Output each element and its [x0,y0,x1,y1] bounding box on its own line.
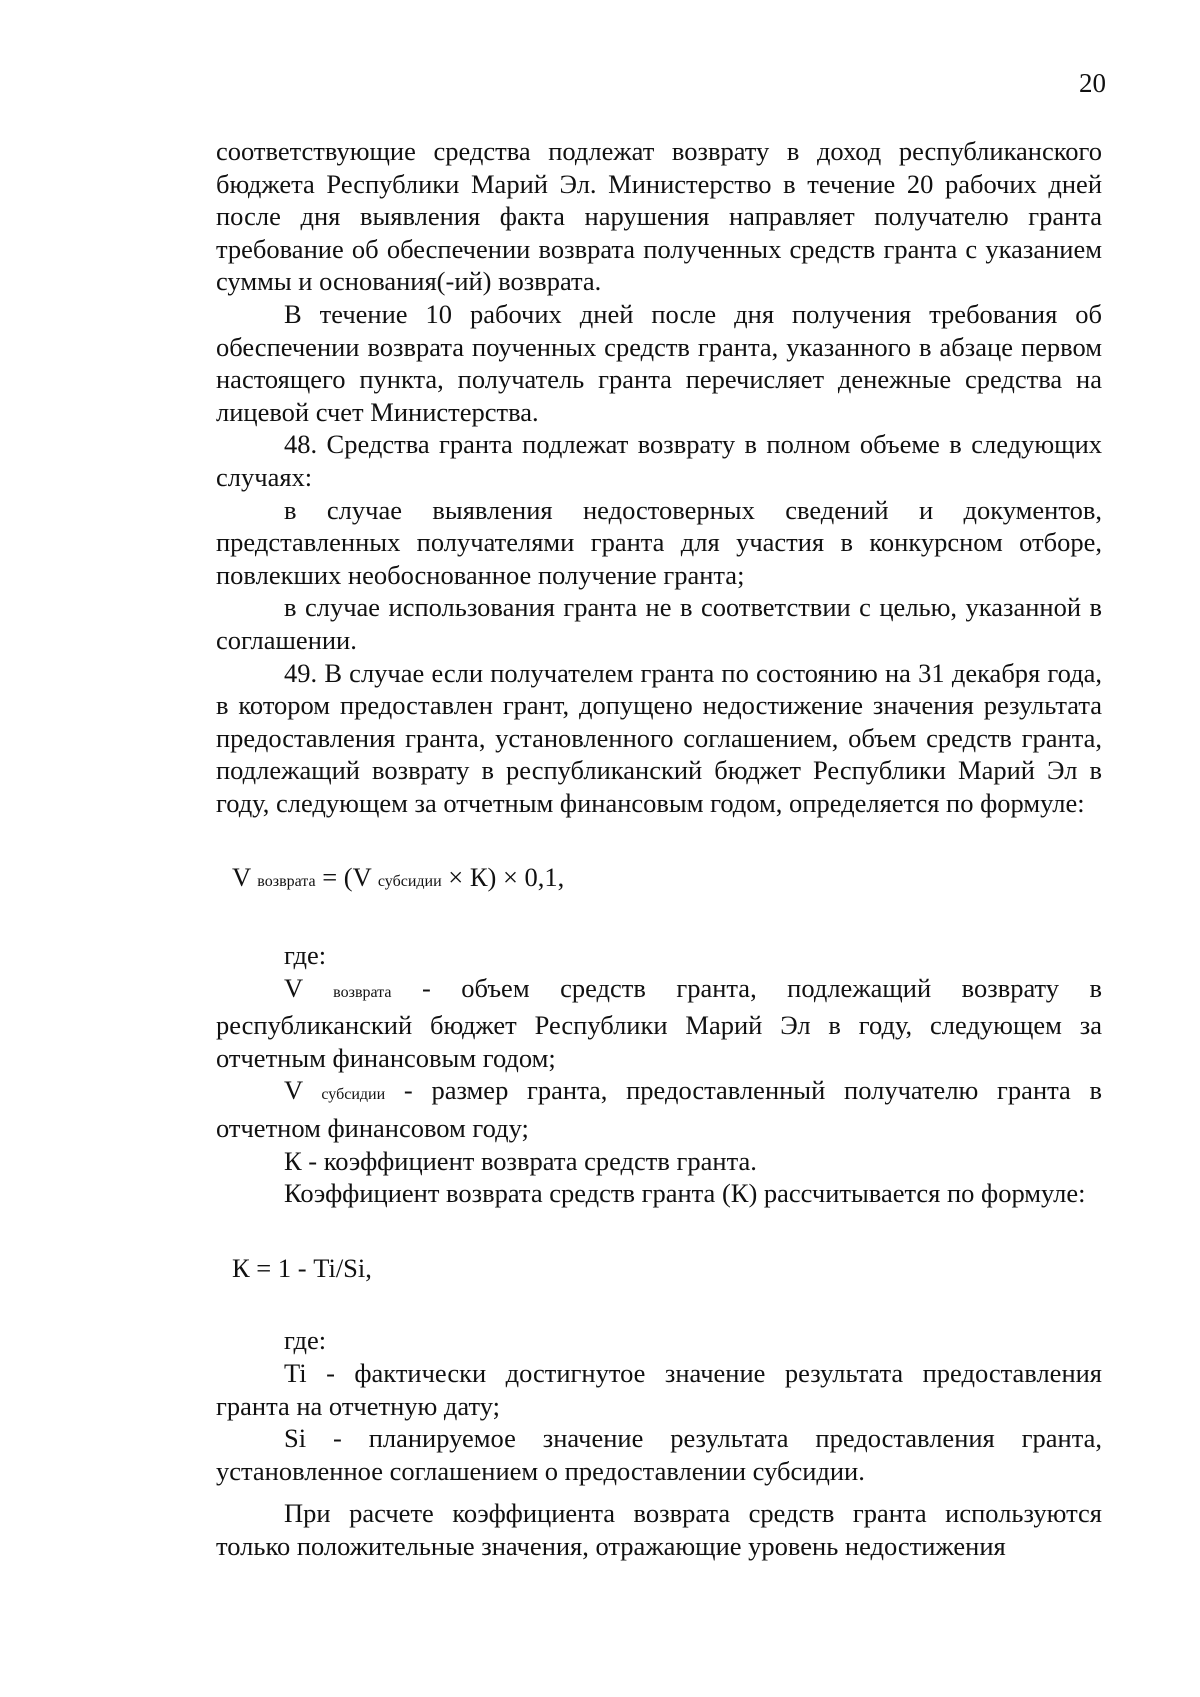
formula-sub-return: возврата [257,873,316,891]
formula-sub-subsidy: субсидии [377,873,442,891]
where-label: где: [284,1325,327,1356]
document-body [216,135,1102,1563]
formula-end: × К) × 0,1, [448,862,565,893]
definition-v-subsidy: V субсидии - размер гранта, предоставленный получателю гранта в отчетном финансовом году; [216,1075,1103,1144]
definition-ti: Ti - фактически достигнутое значение результата предоставления гранта на отчетную дату; [216,1358,1102,1421]
paragraph-item-49: 49. В случае если получателем гранта по состоянию на 31 декабря года, в котором предоставлен грант, допущено недостижение значения результата предоставления гранта, установленного соглашением, объем средств гранта, подлежащий возврату в республиканский бюджет Республики Марий Эл в году, следующем за отчетным финансовым годом, определяется по формуле: [216,657,1102,818]
paragraph: Коэффициент возврата средств гранта (К) рассчитывается по формуле: [284,1178,1086,1209]
paragraph: соответствующие средства подлежат возврату в доход республиканского бюджета Республики Марий Эл. Министерство в течение 20 рабочих дней после дня выявления факта нарушения направляет получателю гранта требование об обеспечении возврата полученных средств гранта с указанием суммы и основания(-ий) возврата. [216,136,1102,297]
paragraph-item-48: 48. Средства гранта подлежат возврату в полном объеме в следующих случаях: [216,429,1102,492]
paragraph: При расчете коэффициента возврата средств гранта используются только положительные значения, отражающие уровень недостижения [216,1498,1102,1561]
definition-k: К - коэффициент возврата средств гранта. [284,1145,757,1176]
paragraph: в случае выявления недостоверных сведений и документов, представленных получателями гранта для участия в конкурсном отборе, повлекших необоснованное получение гранта; [216,494,1102,590]
definition-v-return: V возврата - объем средств гранта, подлежащий возврату в республиканский бюджет Республики Марий Эл в году, следующем за отчетным финансовым годом; [216,972,1103,1073]
paragraph: В течение 10 рабочих дней после дня получения требования об обеспечении возврата поученных средств гранта, указанного в абзаце первом настоящего пункта, получатель гранта перечисляет денежные средства на лицевой счет Министерства. [216,298,1102,427]
formula-v: V [232,862,251,893]
where-label: где: [284,940,327,971]
formula-mid: = (V [322,862,372,893]
formula-v-return [216,861,1102,899]
formula-k: К = 1 - Ti/Si, [232,1252,372,1283]
page-number: 20 [1079,68,1106,98]
definition-si: Si - планируемое значение результата предоставления гранта, установленное соглашением о предоставлении субсидии. [216,1423,1102,1486]
paragraph: в случае использования гранта не в соответствии с целью, указанной в соглашении. [216,592,1102,655]
